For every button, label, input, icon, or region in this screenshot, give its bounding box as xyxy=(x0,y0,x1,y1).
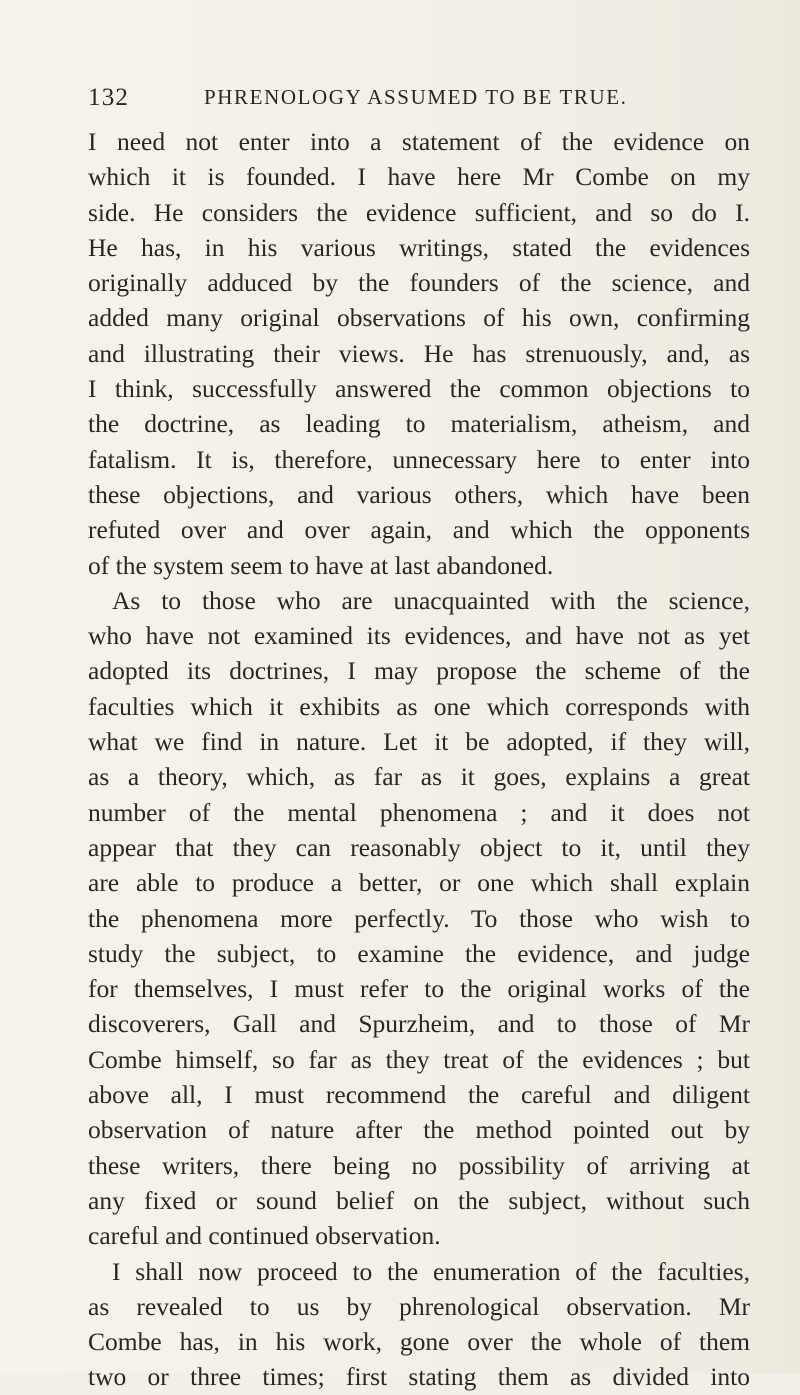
text-line: fatalism. It is, therefore, unnecessary here to enter into xyxy=(88,444,750,474)
text-line: I need not enter into a statement of the evidence on xyxy=(88,127,750,156)
body-text xyxy=(88,124,750,1395)
paragraph-start-line: As to those who are unacquainted with the science, xyxy=(112,585,750,615)
paragraph-end-line: of the system seem to have at last abandoned. xyxy=(88,550,554,580)
text-line: Combe has, in his work, gone over the whole of them xyxy=(88,1327,750,1357)
text-line: as revealed to us by phrenological observation. Mr xyxy=(88,1291,750,1321)
text-line: observation of nature after the method pointed out by xyxy=(88,1115,750,1145)
text-line: refuted over and over again, and which the opponents xyxy=(88,515,750,545)
text-line: for themselves, I must refer to the original works of the xyxy=(88,974,750,1004)
text-line: added many original observations of his own, confirming xyxy=(88,303,750,333)
text-line: two or three times; first stating them as divided into xyxy=(88,1362,750,1392)
text-line: are able to produce a better, or one which shall explain xyxy=(88,868,750,898)
text-line: number of the mental phenomena ; and it does not xyxy=(88,797,750,827)
text-line: Combe himself, so far as they treat of the evidences ; but xyxy=(88,1044,750,1074)
text-line: these objections, and various others, which have been xyxy=(88,479,750,509)
text-line: what we find in nature. Let it be adopted, if they will, xyxy=(88,727,750,757)
page-number: 132 xyxy=(88,84,130,111)
text-line: these writers, there being no possibility of arriving at xyxy=(88,1150,750,1180)
text-line: He has, in his various writings, stated the evidences xyxy=(88,232,750,262)
text-line: faculties which it exhibits as one which corresponds with xyxy=(88,691,750,721)
text-line: appear that they can reasonably object to it, until they xyxy=(88,832,750,862)
text-line: the doctrine, as leading to materialism, atheism, and xyxy=(88,409,750,439)
running-head xyxy=(88,84,748,118)
text-line: side. He considers the evidence sufficient, and so do I. xyxy=(88,197,750,227)
paragraph-end-line: careful and continued observation. xyxy=(88,1221,441,1251)
running-title: PHRENOLOGY ASSUMED TO BE TRUE. xyxy=(204,85,628,109)
text-line: and illustrating their views. He has strenuously, and, as xyxy=(88,338,750,368)
text-line: who have not examined its evidences, and have not as yet xyxy=(88,621,750,651)
text-line: adopted its doctrines, I may propose the scheme of the xyxy=(88,656,750,686)
text-line: originally adduced by the founders of the science, and xyxy=(88,268,750,298)
text-line: the phenomena more perfectly. To those who wish to xyxy=(88,903,750,933)
paragraph-start-line: I shall now proceed to the enumeration of the faculties, xyxy=(112,1256,750,1286)
text-line: above all, I must recommend the careful and diligent xyxy=(88,1080,750,1110)
text-line: which it is founded. I have here Mr Combe on my xyxy=(88,162,750,192)
text-line: study the subject, to examine the evidence, and judge xyxy=(88,938,750,968)
text-line: as a theory, which, as far as it goes, explains a great xyxy=(88,762,750,792)
text-line: any fixed or sound belief on the subject, without such xyxy=(88,1185,750,1215)
text-line: discoverers, Gall and Spurzheim, and to those of Mr xyxy=(88,1009,750,1039)
text-line: I think, successfully answered the common objections to xyxy=(88,374,750,404)
